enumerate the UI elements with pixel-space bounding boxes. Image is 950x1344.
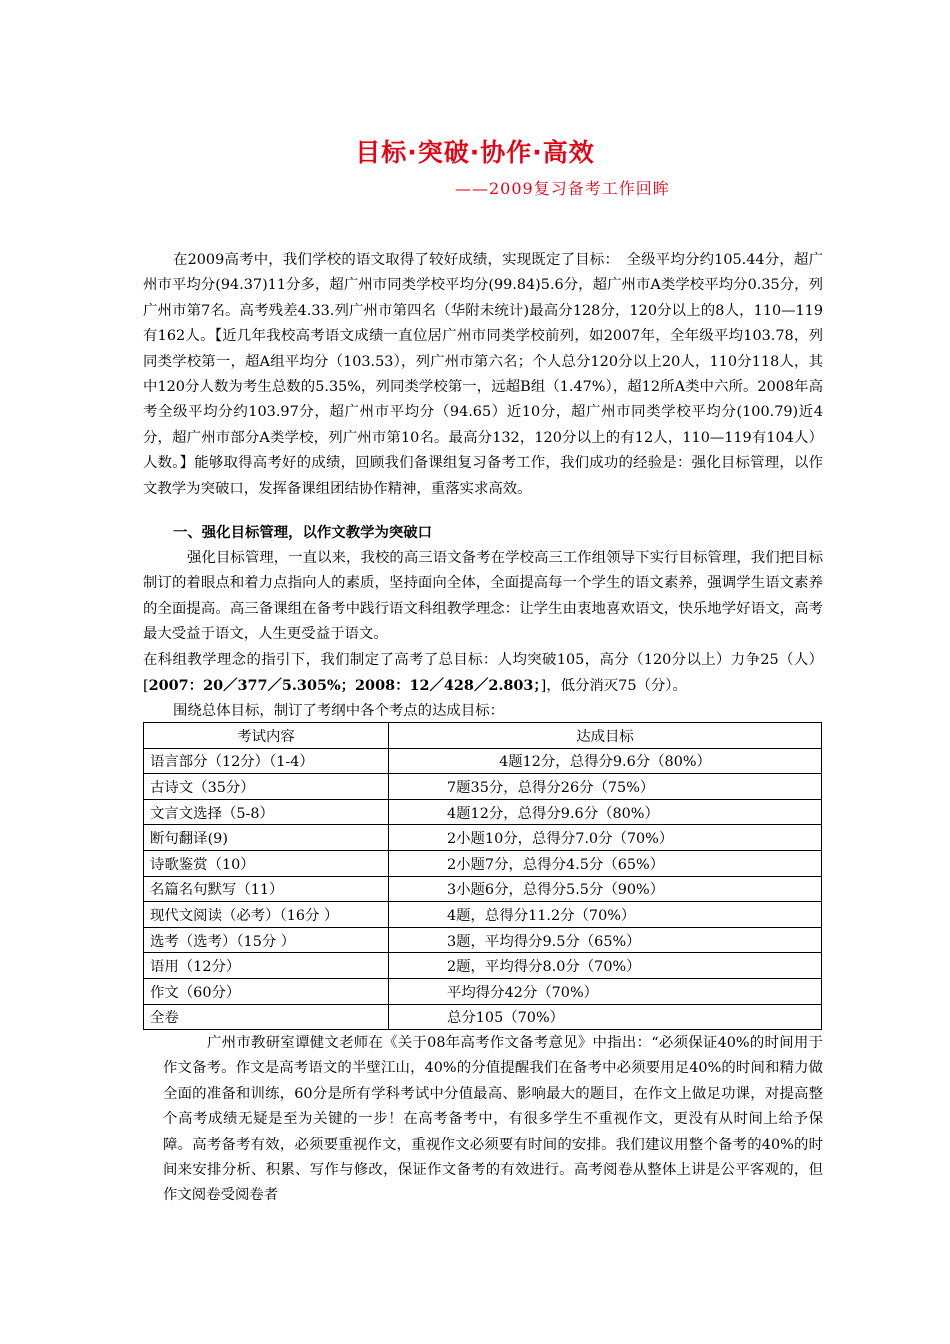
table-row (144, 876, 822, 902)
section1-paragraph-2 (143, 648, 823, 700)
section1-heading: 一、强化目标管理，以作文教学为突破口 (173, 525, 433, 541)
table-header-target: 达成目标 (389, 723, 822, 749)
table-cell-target: 总分105（70%） (389, 1004, 822, 1030)
paragraph-2-text-before: 在科组教学理念的指引下，我们制定了高考了总目标：人均突破105，高分（120分以上）力争25（人）[ (143, 652, 823, 695)
table-cell-target: 2小题10分，总得分7.0分（70%） (389, 825, 822, 851)
table-row (144, 774, 822, 800)
table-cell-content: 古诗文（35分） (144, 774, 389, 800)
goals-table (143, 722, 822, 1030)
table-cell-target: 2题，平均得分8.0分（70%） (389, 953, 822, 979)
table-row (144, 1004, 822, 1030)
table-row (144, 902, 822, 928)
document-title: 目标·突破·协作·高效 (355, 138, 595, 167)
table-cell-target: 4题12分，总得分9.6分（80%） (389, 799, 822, 825)
table-cell-target: 7题35分，总得分26分（75%） (389, 774, 822, 800)
table-cell-target: 3小题6分，总得分5.5分（90%） (389, 876, 822, 902)
table-row (144, 799, 822, 825)
table-cell-content: 现代文阅读（必考）（16分 ） (144, 902, 389, 928)
table-header-content: 考试内容 (144, 723, 389, 749)
table-row (144, 953, 822, 979)
intro-paragraph: 在2009高考中，我们学校的语文取得了较好成绩，实现既定了目标： 全级平均分约105.44分，超广州市平均分(94.37)11分多，超广州市同类学校平均分(99.84)5.6分，超广州市A类学校平均分0.35分，列广州市第7名。高考残差4.33.列广州市第四名（华附未统计)最高分128分，120分以上的8人，110—119有162人。【近几年我校高考语文成绩一直位居广州市同类学校前列，如2007年，全年级平均103.78，列同类学校第一，超A组平均分（103.53），列广州市第六名；个人总分120分以上20人，110分118人，其中120分人数为考生总数的5.35%，列同类学校第一，远超B组（1.47%），超12所A类中六所。2008年高考全级平均分约103.97分，超广州市平均分（94.65）近10分，超广州市同类学校平均分(100.79)近4分，超广州市部分A类学校，列广州市第10名。最高分132，120分以上的有12人，110—119有104人）人数。】能够取得高考好的成绩，回顾我们备课组复习备考工作，我们成功的经验是：强化目标管理，以作文教学为突破口，发挥备课组团结协作精神，重落实求高效。 (143, 252, 823, 497)
document-subtitle: ——2009复习备考工作回眸 (455, 179, 670, 198)
table-row (144, 825, 822, 851)
table-row (144, 748, 822, 774)
table-header-row (144, 723, 822, 749)
table-cell-target: 2小题7分，总得分4.5分（65%） (389, 850, 822, 876)
section1-paragraph-1: 强化目标管理，一直以来，我校的高三语文备考在学校高三工作组领导下实行目标管理，我们把目标制订的着眼点和着力点指向人的素质，坚持面向全体，全面提高每一个学生的语文素养，强调学生语文素养的全面提高。高三备课组在备考中践行语文科组教学理念：让学生由衷地喜欢语文，快乐地学好语文，高考最大受益于语文，人生更受益于语文。 (143, 550, 823, 643)
paragraph-2-text-after: ]，低分消灭75（分）。 (540, 678, 687, 695)
table-cell-content: 文言文选择（5-8） (144, 799, 389, 825)
table-row (144, 978, 822, 1004)
table-row (144, 927, 822, 953)
table-cell-content: 全卷 (144, 1004, 389, 1030)
table-cell-content: 语言部分（12分）（1-4） (144, 748, 389, 774)
table-cell-content: 名篇名句默写（11） (144, 876, 389, 902)
table-cell-content: 诗歌鉴赏（10） (144, 850, 389, 876)
table-cell-target: 平均得分42分（70%） (389, 978, 822, 1004)
table-cell-content: 语用（12分） (144, 953, 389, 979)
table-cell-target: 4题，总得分11.2分（70%） (389, 902, 822, 928)
table-cell-content: 选考（选考）（15分 ） (144, 927, 389, 953)
table-cell-target: 3题，平均得分9.5分（65%） (389, 927, 822, 953)
section1-paragraph-3: 广州市教研室谭健文老师在《关于08年高考作文备考意见》中指出：“必须保证40%的时间用于作文备考。作文是高考语文的半壁江山，40%的分值提醒我们在备考中必须要用足40%的时间和精力做全面的准备和训练，60分是所有学科考试中分值最高、影响最大的题目，在作文上做足功课，对提高整个高考成绩无疑是至为关键的一步！在高考备考中，有很多学生不重视作文，更没有从时间上给予保障。高考备考有效，必须要重视作文，重视作文必须要有时间的安排。我们建议用整个备考的40%的时间来安排分析、积累、写作与修改，保证作文备考的有效进行。高考阅卷从整体上讲是公平客观的，但作文阅卷受阅卷者 (163, 1035, 823, 1204)
table-cell-content: 作文（60分） (144, 978, 389, 1004)
table-row (144, 850, 822, 876)
table-lead-text: 围绕总体目标，制订了考纲中各个考点的达成目标： (173, 703, 504, 719)
table-cell-content: 断句翻译(9) (144, 825, 389, 851)
paragraph-2-bold-stats: 2007：20／377／5.305%；2008：12／428／2.803； (148, 677, 541, 695)
table-cell-target: 4题12分，总得分9.6分（80%） (389, 748, 822, 774)
